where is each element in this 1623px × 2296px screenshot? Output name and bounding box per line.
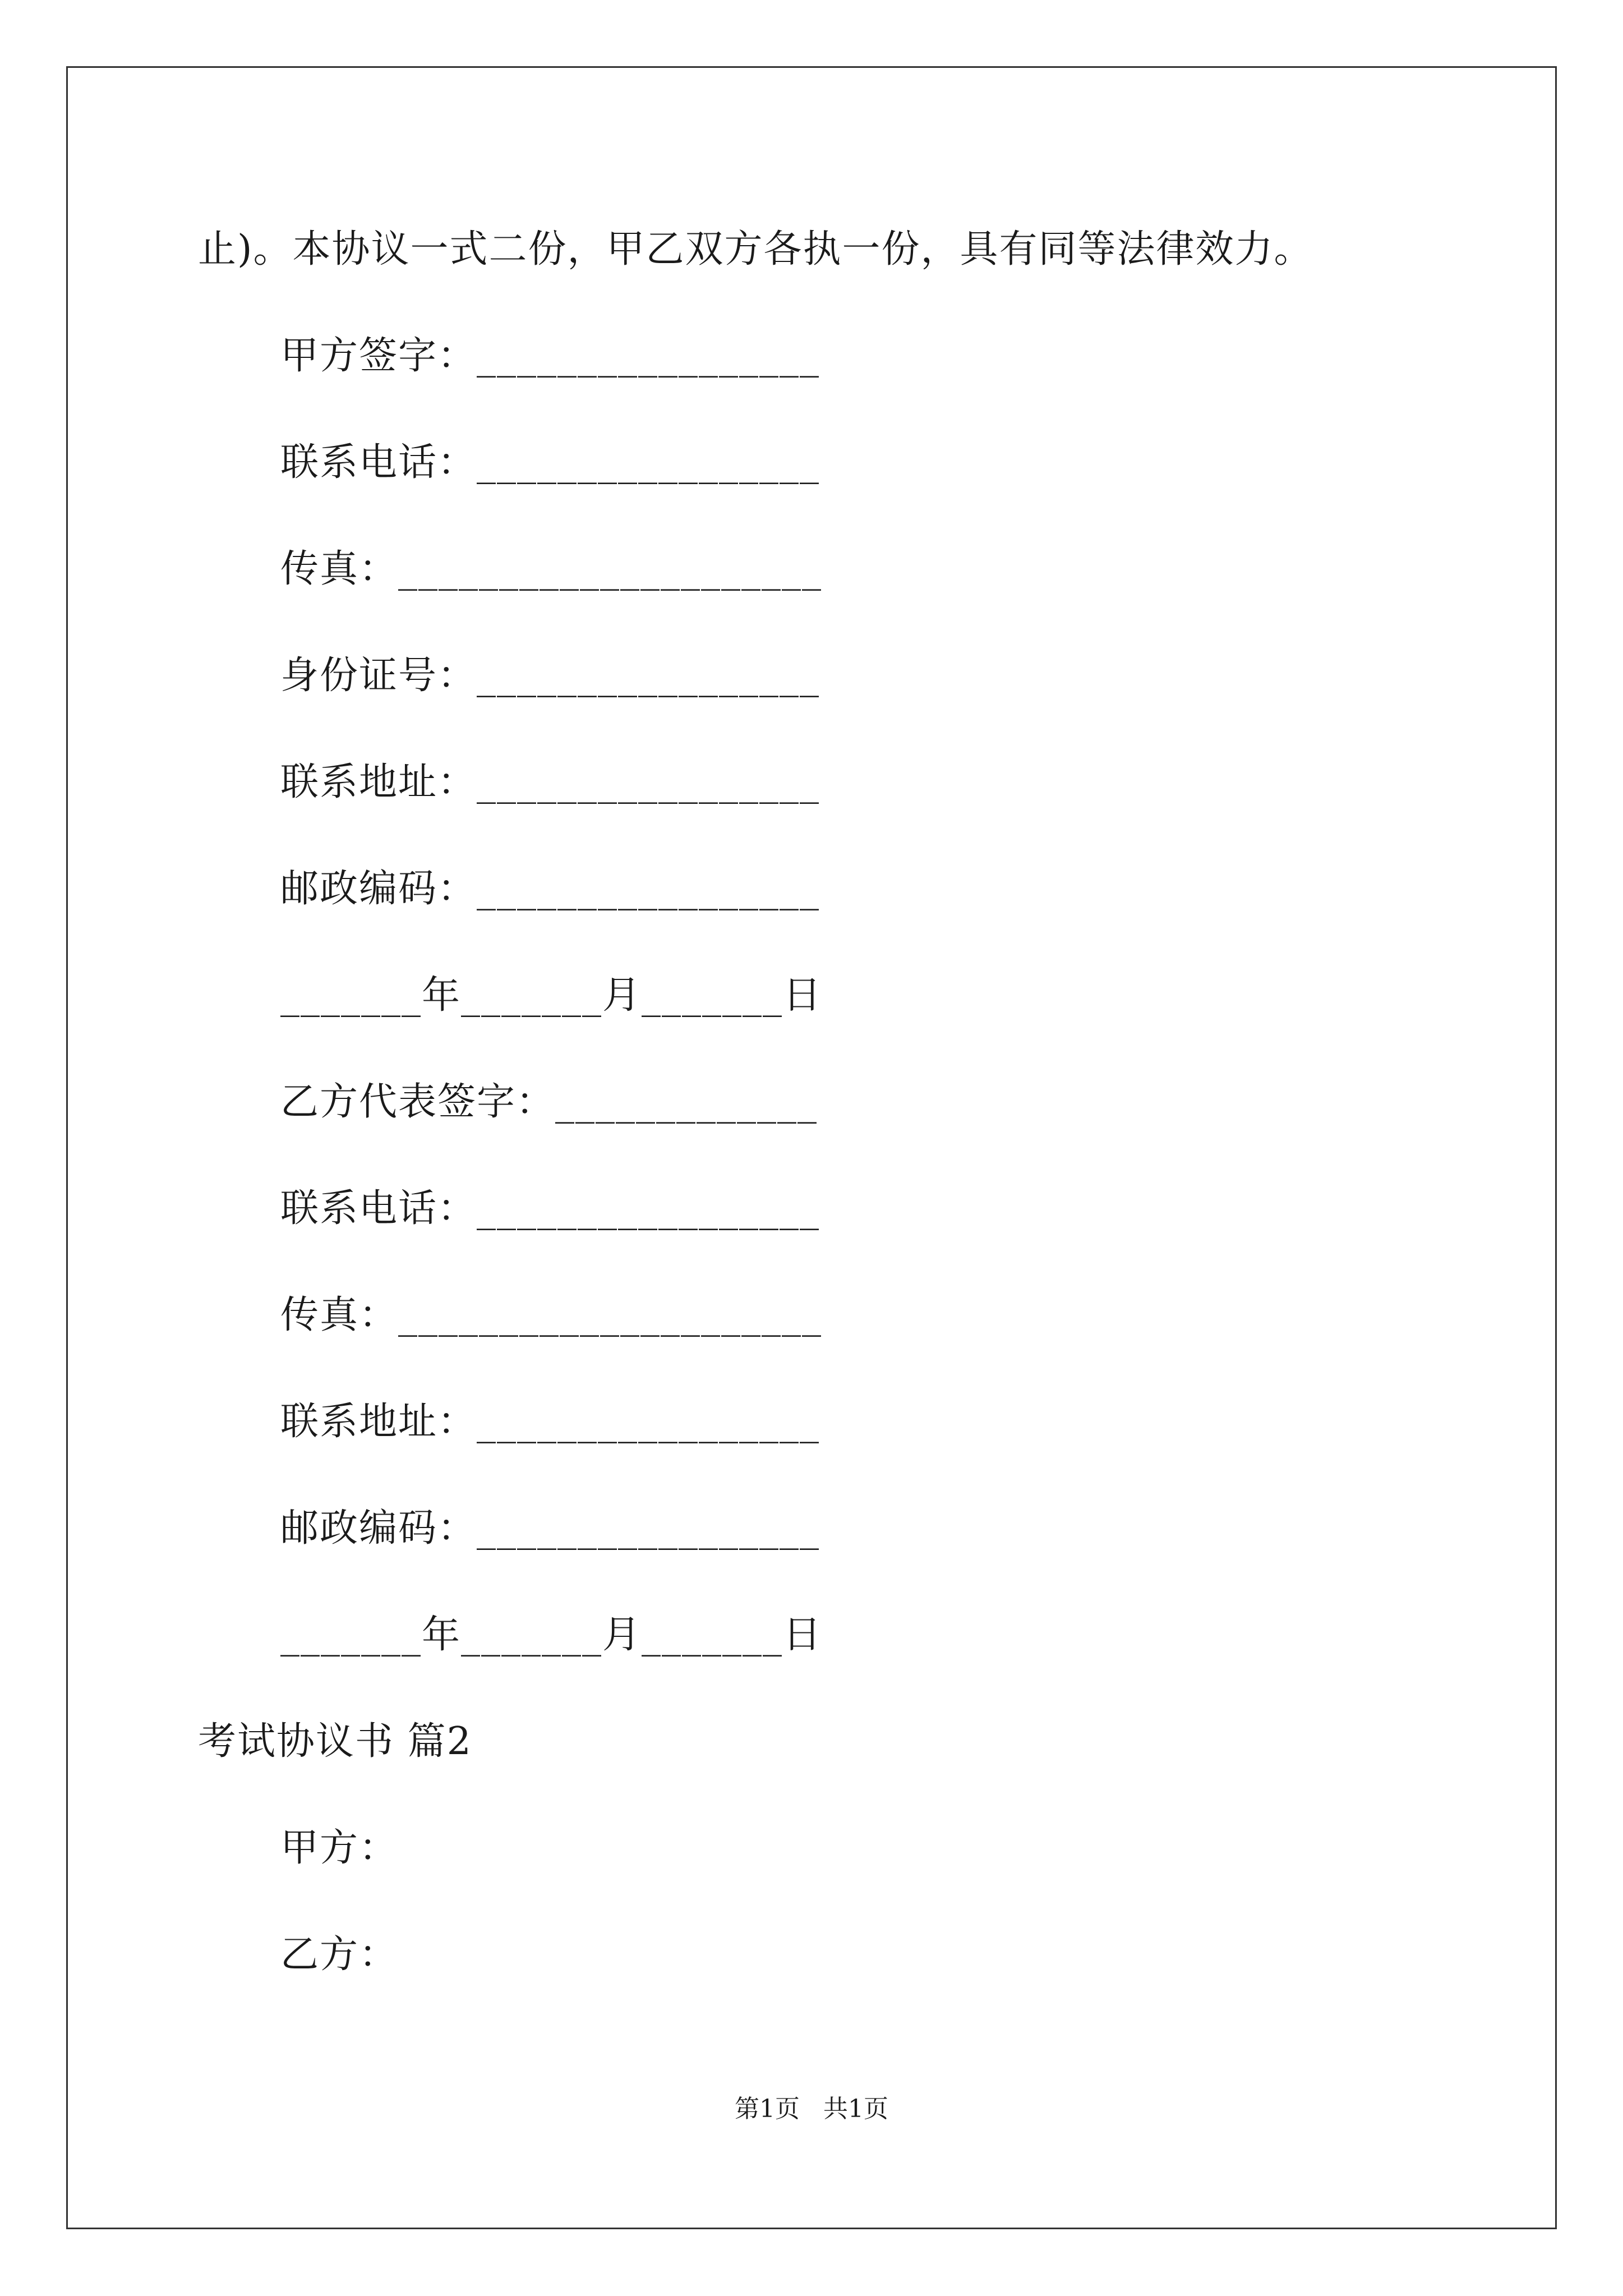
- party-a-id-number-line: 身份证号：_________________: [280, 654, 820, 698]
- party-a-postcode-line: 邮政编码：_________________: [280, 867, 820, 911]
- party-b-fax-line: 传真：_____________________: [280, 1293, 823, 1337]
- party-b-postcode-line: 邮政编码：_________________: [280, 1506, 820, 1550]
- party-a-signature-line: 甲方签字：_________________: [280, 334, 820, 378]
- party-b-signature-line: 乙方代表签字：_____________: [280, 1080, 818, 1124]
- party-a-address-line: 联系地址：_________________: [280, 760, 820, 804]
- section-heading: 考试协议书 篇2: [198, 1719, 472, 1764]
- party-b-label: 乙方：: [280, 1932, 399, 1977]
- closing-clause-text: 止)。本协议一式二份，甲乙双方各执一份，具有同等法律效力。: [198, 227, 1313, 272]
- party-b-address-line: 联系地址：_________________: [280, 1400, 820, 1444]
- party-a-phone-line: 联系电话：_________________: [280, 440, 820, 485]
- party-b-phone-line: 联系电话：_________________: [280, 1186, 820, 1231]
- party-a-label: 甲方：: [280, 1826, 399, 1870]
- page-number-footer: 第1页 共1页: [735, 2095, 888, 2123]
- party-b-date-line: _______年_______月_______日: [280, 1613, 823, 1657]
- party-a-date-line: _______年_______月_______日: [280, 973, 823, 1018]
- page-border: [66, 66, 1557, 2229]
- party-a-fax-line: 传真：_____________________: [280, 547, 823, 591]
